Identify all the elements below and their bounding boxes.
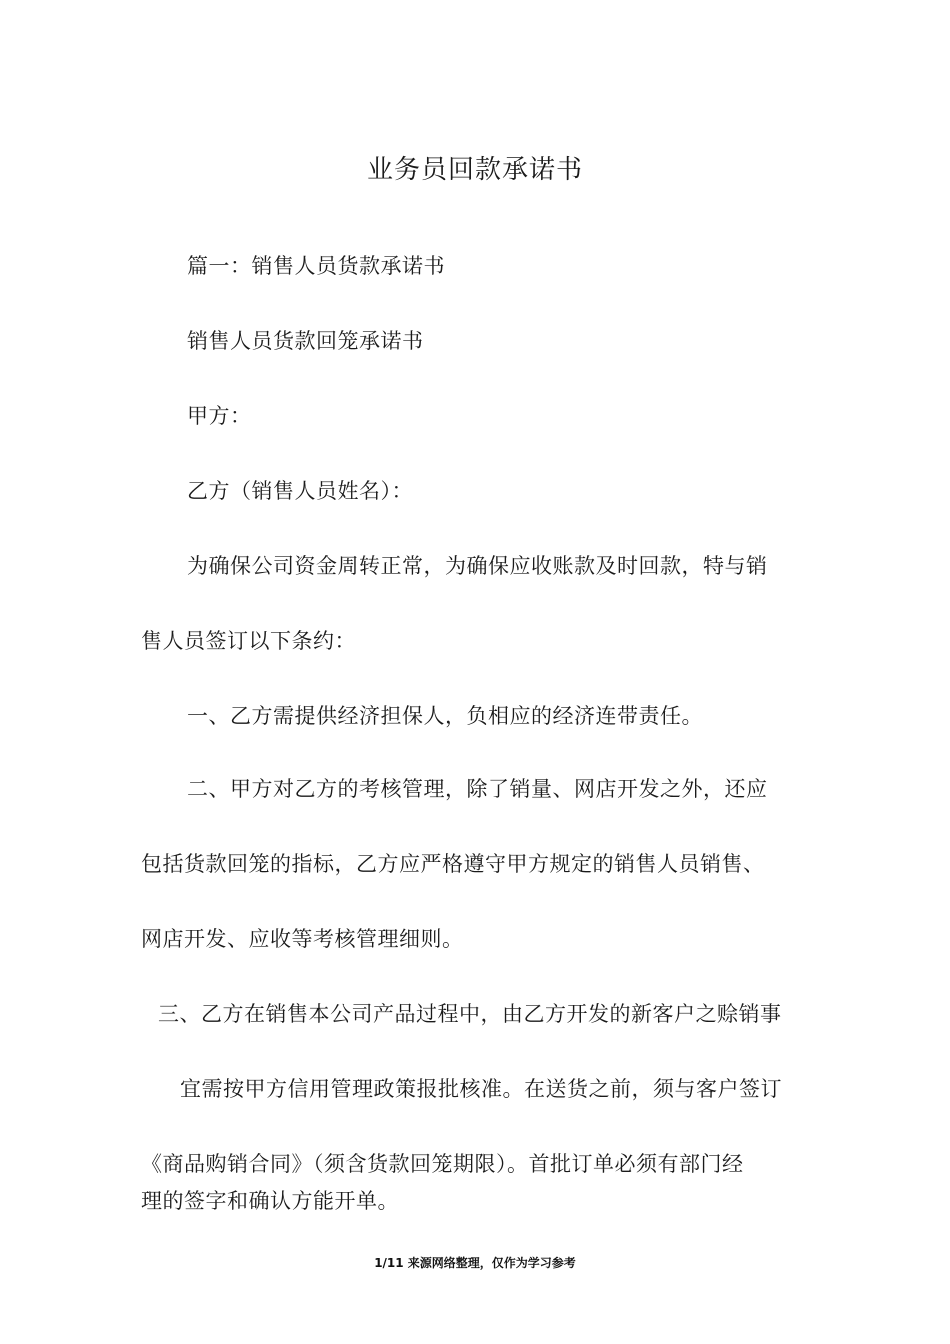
clause-2-line-3: 网店开发、应收等考核管理细则。 <box>141 927 464 951</box>
party-a-line: 甲方： <box>187 404 252 428</box>
intro-line-1: 为确保公司资金周转正常，为确保应收账款及时回款，特与销 <box>187 554 768 578</box>
intro-line-2: 售人员签订以下条约： <box>141 629 356 653</box>
clause-2-line-1: 二、甲方对乙方的考核管理，除了销量、网店开发之外，还应 <box>187 777 768 801</box>
document-title: 业务员回款承诺书 <box>366 155 583 185</box>
page-footer: 1/11 来源网络整理，仅作为学习参考 <box>374 1256 576 1270</box>
clause-2-line-2: 包括货款回笼的指标，乙方应严格遵守甲方规定的销售人员销售、 <box>141 852 765 876</box>
section-heading-1: 篇一：销售人员货款承诺书 <box>187 254 445 278</box>
clause-3-line-3: 《商品购销合同》（须含货款回笼期限）。首批订单必须有部门经 <box>141 1152 744 1176</box>
clause-1-line: 一、乙方需提供经济担保人，负相应的经济连带责任。 <box>187 704 703 728</box>
party-b-line: 乙方（销售人员姓名）： <box>187 479 413 503</box>
clause-3-line-4: 理的签字和确认方能开单。 <box>141 1189 399 1213</box>
clause-3-line-1: 三、乙方在销售本公司产品过程中，由乙方开发的新客户之赊销事 <box>158 1002 782 1026</box>
clause-3-line-2: 宜需按甲方信用管理政策报批核准。在送货之前，须与客户签订 <box>180 1077 782 1101</box>
subtitle-line: 销售人员货款回笼承诺书 <box>187 329 424 353</box>
